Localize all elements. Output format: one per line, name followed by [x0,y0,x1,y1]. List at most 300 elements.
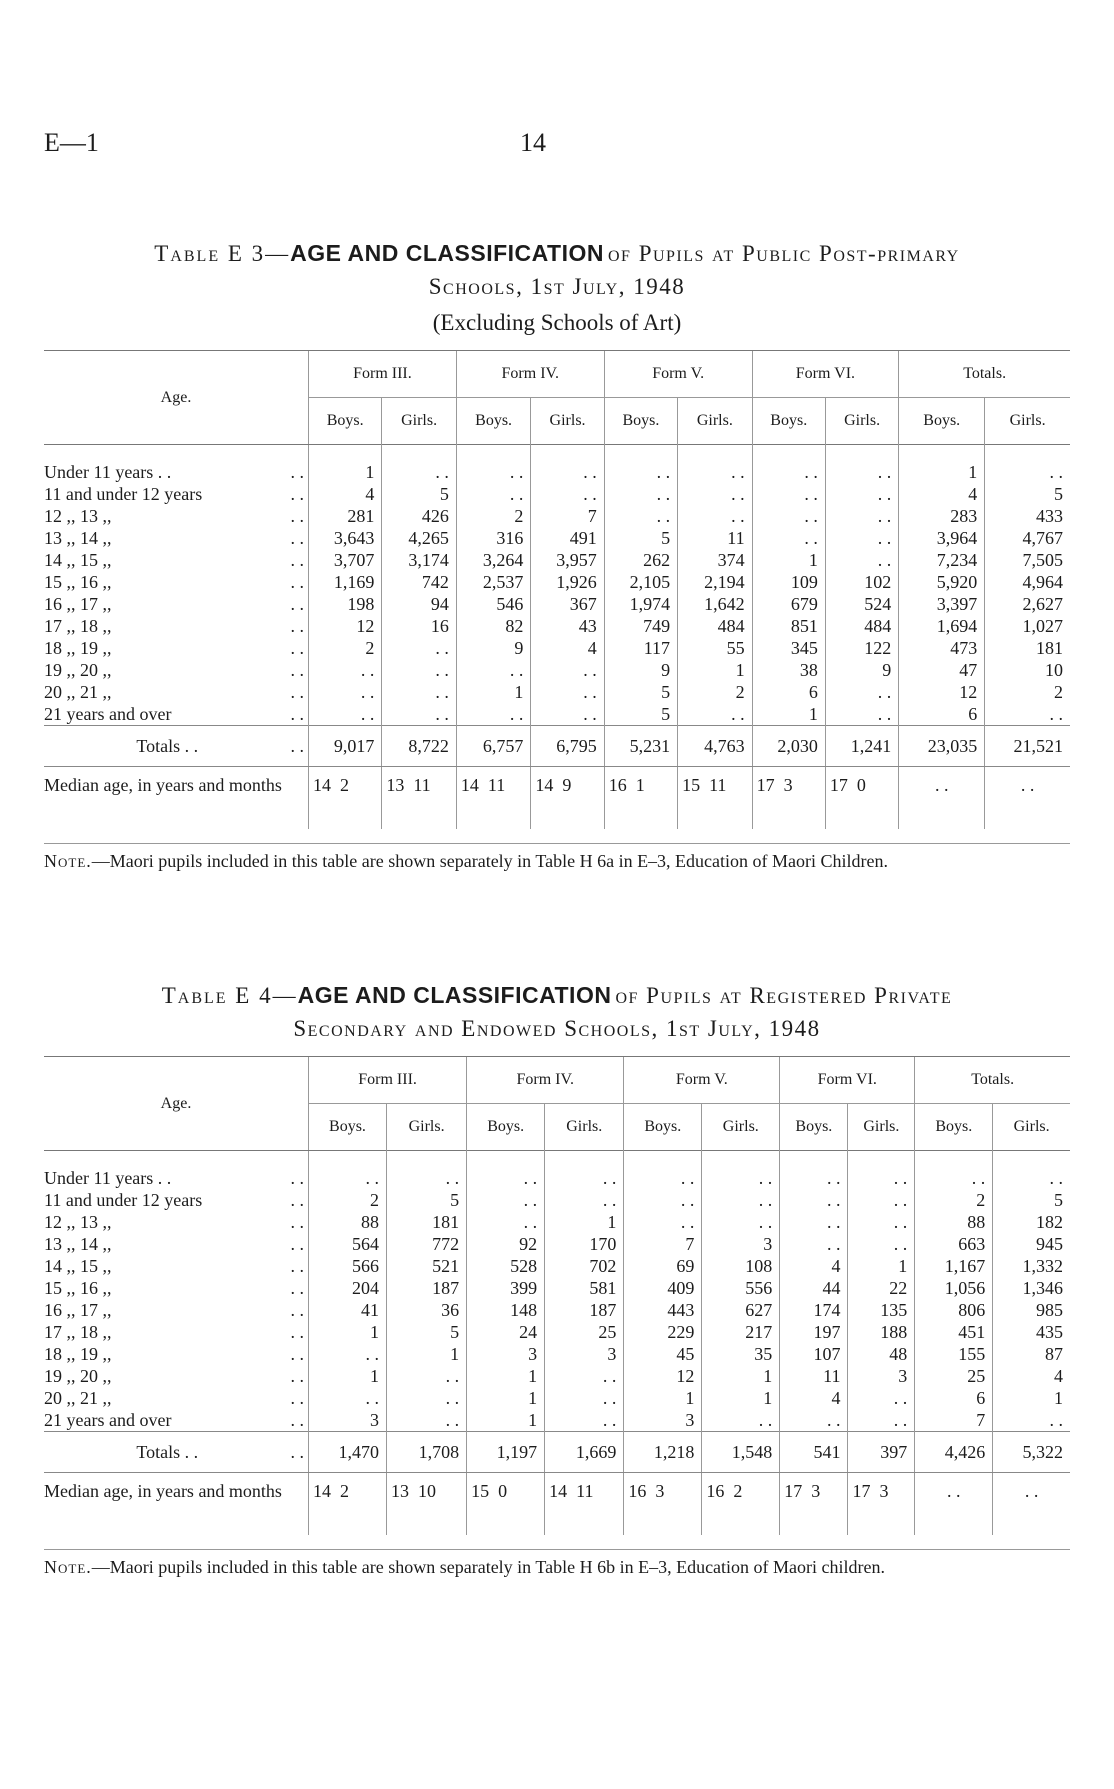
total-cell: 4,426 [915,1432,993,1473]
median-row [44,767,1070,830]
value-cell: 38 [752,659,825,681]
table-row [44,1321,1070,1343]
value-cell: 2,537 [456,571,531,593]
leader-dots: . . [290,484,304,504]
age-label [44,1255,309,1277]
value-cell: 851 [752,615,825,637]
table-e4-block [44,980,1070,1578]
leader-dots: . . [290,1234,304,1254]
sex-header: Boys. [752,398,825,445]
value-cell: 1,974 [604,593,677,615]
value-cell: . . [848,1189,915,1211]
value-cell: 281 [309,505,382,527]
value-cell: 985 [993,1299,1070,1321]
value-cell: 528 [467,1255,545,1277]
total-cell: 6,757 [456,726,531,767]
total-cell: 23,035 [899,726,985,767]
table-row [44,593,1070,615]
table-e4-title [44,980,1070,1044]
leader-dots: . . [290,638,304,658]
value-cell: 181 [985,637,1070,659]
value-cell: 55 [678,637,753,659]
value-cell: . . [780,1233,848,1255]
value-cell: 155 [915,1343,993,1365]
value-cell: 5 [993,1189,1070,1211]
value-cell: . . [382,659,457,681]
sex-header: Girls. [386,1104,466,1151]
value-cell: 198 [309,593,382,615]
age-text: 20 ,, 21 ,, [44,682,112,702]
median-cell: 16 1 [604,767,677,830]
value-cell: 36 [386,1299,466,1321]
table-e3-block [44,238,1070,872]
value-cell: 3,707 [309,549,382,571]
value-cell: 12 [899,681,985,703]
value-cell: 1 [702,1387,780,1409]
table-row [44,1343,1070,1365]
form-header: Totals. [899,351,1070,398]
totals-label [44,1432,309,1473]
total-cell: 541 [780,1432,848,1473]
value-cell: 109 [752,571,825,593]
age-text: 13 ,, 14 ,, [44,1234,112,1254]
table-e3-totals [44,726,1070,767]
form-header: Form VI. [752,351,899,398]
value-cell: 3,964 [899,527,985,549]
table-e3-title-rest: of Pupils at Public Post-primary [607,241,960,266]
table-e3-title-bold: AGE AND CLASSIFICATION [290,240,604,266]
leader-dots: . . [290,1300,304,1320]
value-cell: 2,105 [604,571,677,593]
value-cell: . . [780,1151,848,1190]
value-cell: 1 [993,1387,1070,1409]
total-cell: 1,470 [309,1432,387,1473]
value-cell: 7 [531,505,604,527]
value-cell: 749 [604,615,677,637]
value-cell: . . [456,659,531,681]
value-cell: . . [531,703,604,726]
value-cell: 443 [624,1299,702,1321]
value-cell: . . [309,681,382,703]
age-label [44,1321,309,1343]
value-cell: 2 [678,681,753,703]
value-cell: 3,264 [456,549,531,571]
age-label [44,681,309,703]
table-e3-note [44,843,1070,872]
age-text: 21 years and over [44,1410,172,1430]
form-header: Form III. [309,1057,467,1104]
value-cell: 92 [467,1233,545,1255]
value-cell: . . [604,505,677,527]
note-text: —Maori pupils included in this table are shown separately in Table H 6b in E–3, Education of Maori children. [91,1557,886,1577]
value-cell: 4,265 [382,527,457,549]
value-cell: . . [456,445,531,484]
value-cell: 1 [899,445,985,484]
median-cell: 13 11 [382,767,457,830]
total-cell: 2,030 [752,726,825,767]
median-cell: 17 3 [752,767,825,830]
table-row [44,505,1070,527]
value-cell: 1 [752,703,825,726]
totals-text: Totals . . [136,735,199,756]
value-cell: 2 [915,1189,993,1211]
value-cell: 47 [899,659,985,681]
median-cell: 15 0 [467,1473,545,1536]
value-cell: 2,194 [678,571,753,593]
value-cell: 945 [993,1233,1070,1255]
value-cell: 806 [915,1299,993,1321]
value-cell: 9 [825,659,898,681]
table-row [44,1365,1070,1387]
value-cell: . . [382,703,457,726]
sex-header: Girls. [702,1104,780,1151]
median-cell: 17 3 [780,1473,848,1536]
median-label: Median age, in years and months [44,775,282,795]
table-row [44,1299,1070,1321]
table-row [44,527,1070,549]
value-cell: . . [624,1189,702,1211]
value-cell: 1 [752,549,825,571]
total-cell: 1,241 [825,726,898,767]
value-cell: . . [678,703,753,726]
table-row [44,637,1070,659]
total-cell: 1,197 [467,1432,545,1473]
value-cell: 521 [386,1255,466,1277]
value-cell: . . [780,1409,848,1432]
value-cell: 102 [825,571,898,593]
value-cell: 16 [382,615,457,637]
value-cell: 69 [624,1255,702,1277]
value-cell: 82 [456,615,531,637]
age-label [44,637,309,659]
age-text: 14 ,, 15 ,, [44,550,112,570]
document-code: E—1 [44,128,99,157]
table-row [44,1233,1070,1255]
value-cell: 702 [545,1255,624,1277]
value-cell: 1 [545,1211,624,1233]
value-cell: 44 [780,1277,848,1299]
value-cell: 1 [624,1387,702,1409]
value-cell: 5 [382,483,457,505]
value-cell: . . [545,1151,624,1190]
median-row [44,1473,1070,1536]
median-cell: . . [985,767,1070,830]
value-cell: . . [848,1151,915,1190]
value-cell: 2,627 [985,593,1070,615]
total-cell: 5,231 [604,726,677,767]
value-cell: 524 [825,593,898,615]
value-cell: . . [702,1409,780,1432]
median-cell: 14 9 [531,767,604,830]
age-text: 20 ,, 21 ,, [44,1388,112,1408]
value-cell: 3 [545,1343,624,1365]
value-cell: . . [545,1387,624,1409]
value-cell: 11 [678,527,753,549]
value-cell: . . [825,527,898,549]
value-cell: . . [985,445,1070,484]
table-row [44,1277,1070,1299]
median-cell: 16 3 [624,1473,702,1536]
value-cell: 107 [780,1343,848,1365]
value-cell: . . [545,1189,624,1211]
value-cell: 451 [915,1321,993,1343]
table-row [44,659,1070,681]
value-cell: 283 [899,505,985,527]
leader-dots: . . [290,682,304,702]
value-cell: . . [752,527,825,549]
value-cell: 7 [624,1233,702,1255]
value-cell: 25 [915,1365,993,1387]
value-cell: 1,027 [985,615,1070,637]
median-cell: 16 2 [702,1473,780,1536]
value-cell: 473 [899,637,985,659]
age-label [44,593,309,615]
value-cell: 663 [915,1233,993,1255]
value-cell: 1,694 [899,615,985,637]
total-cell: 5,322 [993,1432,1070,1473]
value-cell: 135 [848,1299,915,1321]
value-cell: 426 [382,505,457,527]
value-cell: 556 [702,1277,780,1299]
value-cell: 7 [915,1409,993,1432]
value-cell: . . [993,1409,1070,1432]
value-cell: 5 [604,681,677,703]
value-cell: . . [309,1387,387,1409]
value-cell: . . [825,549,898,571]
page-number: 14 [520,128,546,157]
total-cell: 1,669 [545,1432,624,1473]
form-header: Form III. [309,351,457,398]
value-cell: . . [825,681,898,703]
value-cell: 1,346 [993,1277,1070,1299]
value-cell: 1 [386,1343,466,1365]
median-cell: 14 2 [309,1473,387,1536]
table-row [44,483,1070,505]
value-cell: 1,167 [915,1255,993,1277]
table-e3-title-line2: Schools, 1st July, 1948 [428,274,686,299]
age-label [44,1277,309,1299]
value-cell: 22 [848,1277,915,1299]
age-text: 11 and under 12 years [44,484,203,504]
value-cell: 3 [848,1365,915,1387]
age-text: Under 11 years . . [44,1168,172,1188]
table-e4-label: Table E 4— [161,983,298,1008]
leader-dots: . . [290,660,304,680]
value-cell: 546 [456,593,531,615]
value-cell: 197 [780,1321,848,1343]
value-cell: 399 [467,1277,545,1299]
leader-dots: . . [290,1278,304,1298]
age-text: 16 ,, 17 ,, [44,1300,112,1320]
value-cell: 627 [702,1299,780,1321]
value-cell: . . [702,1211,780,1233]
value-cell: 35 [702,1343,780,1365]
value-cell: . . [309,1151,387,1190]
age-text: 14 ,, 15 ,, [44,1256,112,1276]
age-label [44,505,309,527]
median-cell: 14 11 [545,1473,624,1536]
value-cell: . . [604,445,677,484]
leader-dots: . . [290,1441,304,1462]
table-e4-median [44,1473,1070,1536]
value-cell: 433 [985,505,1070,527]
value-cell: 25 [545,1321,624,1343]
value-cell: 1 [309,445,382,484]
value-cell: 229 [624,1321,702,1343]
leader-dots: . . [290,1322,304,1342]
age-label [44,1233,309,1255]
value-cell: . . [467,1189,545,1211]
value-cell: . . [780,1211,848,1233]
table-row [44,549,1070,571]
total-cell: 6,795 [531,726,604,767]
value-cell: . . [531,445,604,484]
value-cell: . . [545,1409,624,1432]
value-cell: 11 [780,1365,848,1387]
total-cell: 8,722 [382,726,457,767]
age-label [44,1189,309,1211]
value-cell: . . [752,445,825,484]
value-cell: 4 [531,637,604,659]
value-cell: 187 [545,1299,624,1321]
value-cell: . . [624,1211,702,1233]
age-label [44,1299,309,1321]
value-cell: . . [848,1387,915,1409]
age-text: 18 ,, 19 ,, [44,1344,112,1364]
value-cell: 45 [624,1343,702,1365]
value-cell: 4 [309,483,382,505]
table-row [44,1211,1070,1233]
value-cell: . . [386,1365,466,1387]
value-cell: 367 [531,593,604,615]
value-cell: . . [752,505,825,527]
table-row [44,571,1070,593]
value-cell: 4,964 [985,571,1070,593]
sex-header: Boys. [780,1104,848,1151]
value-cell: . . [848,1233,915,1255]
value-cell: . . [531,681,604,703]
form-header: Form VI. [780,1057,915,1104]
value-cell: 566 [309,1255,387,1277]
value-cell: . . [624,1151,702,1190]
age-label [44,1211,309,1233]
value-cell: 6 [915,1387,993,1409]
sex-header: Boys. [604,398,677,445]
value-cell: 9 [456,637,531,659]
total-cell: 1,548 [702,1432,780,1473]
value-cell: 217 [702,1321,780,1343]
table-e4 [44,1056,1070,1535]
leader-dots: . . [290,1256,304,1276]
value-cell: 3,643 [309,527,382,549]
age-label [44,703,309,726]
value-cell: . . [309,1343,387,1365]
value-cell: 772 [386,1233,466,1255]
leader-dots: . . [290,1344,304,1364]
median-cell: 14 11 [456,767,531,830]
value-cell: . . [531,483,604,505]
leader-dots: . . [290,1190,304,1210]
value-cell: 5 [985,483,1070,505]
leader-dots: . . [290,735,304,756]
value-cell: . . [309,703,382,726]
value-cell: 2 [309,637,382,659]
value-cell: 1,169 [309,571,382,593]
age-label [44,527,309,549]
value-cell: 484 [825,615,898,637]
value-cell: 3,957 [531,549,604,571]
table-e4-totals [44,1432,1070,1473]
value-cell: 5 [604,703,677,726]
value-cell: 9 [604,659,677,681]
value-cell: 564 [309,1233,387,1255]
table-e3-median [44,767,1070,830]
value-cell: 148 [467,1299,545,1321]
value-cell: 2 [456,505,531,527]
value-cell: 262 [604,549,677,571]
value-cell: 409 [624,1277,702,1299]
age-label [44,1365,309,1387]
value-cell: 1 [309,1365,387,1387]
age-text: 19 ,, 20 ,, [44,1366,112,1386]
leader-dots: . . [290,616,304,636]
value-cell: 6 [899,703,985,726]
age-text: Under 11 years . . [44,462,172,482]
value-cell: 10 [985,659,1070,681]
age-label [44,549,309,571]
table-e4-body [44,1151,1070,1432]
sex-header: Girls. [825,398,898,445]
total-cell: 4,763 [678,726,753,767]
value-cell: . . [382,681,457,703]
value-cell: 374 [678,549,753,571]
value-cell: . . [386,1151,466,1190]
leader-dots: . . [290,572,304,592]
leader-dots: . . [290,462,304,482]
value-cell: 1 [467,1409,545,1432]
table-e3-body [44,445,1070,726]
table-row [44,1387,1070,1409]
value-cell: . . [915,1151,993,1190]
age-label [44,483,309,505]
table-row [44,1189,1070,1211]
value-cell: . . [386,1409,466,1432]
value-cell: . . [752,483,825,505]
value-cell: 3,174 [382,549,457,571]
table-e4-title-rest: of Pupils at Registered Private [615,983,953,1008]
value-cell: 679 [752,593,825,615]
sex-header: Boys. [467,1104,545,1151]
age-text: 12 ,, 13 ,, [44,506,112,526]
table-e3-label: Table E 3— [154,241,291,266]
value-cell: . . [456,703,531,726]
age-text: 17 ,, 18 ,, [44,1322,112,1342]
value-cell: 7,234 [899,549,985,571]
form-header: Form V. [624,1057,780,1104]
value-cell: 1 [848,1255,915,1277]
total-cell: 1,708 [386,1432,466,1473]
value-cell: . . [780,1189,848,1211]
median-cell: 17 0 [825,767,898,830]
age-text: 12 ,, 13 ,, [44,1212,112,1232]
value-cell: 1,056 [915,1277,993,1299]
value-cell: 5 [604,527,677,549]
age-label [44,445,309,484]
value-cell: 7,505 [985,549,1070,571]
value-cell: 12 [309,615,382,637]
median-cell: . . [993,1473,1070,1536]
value-cell: 1 [456,681,531,703]
